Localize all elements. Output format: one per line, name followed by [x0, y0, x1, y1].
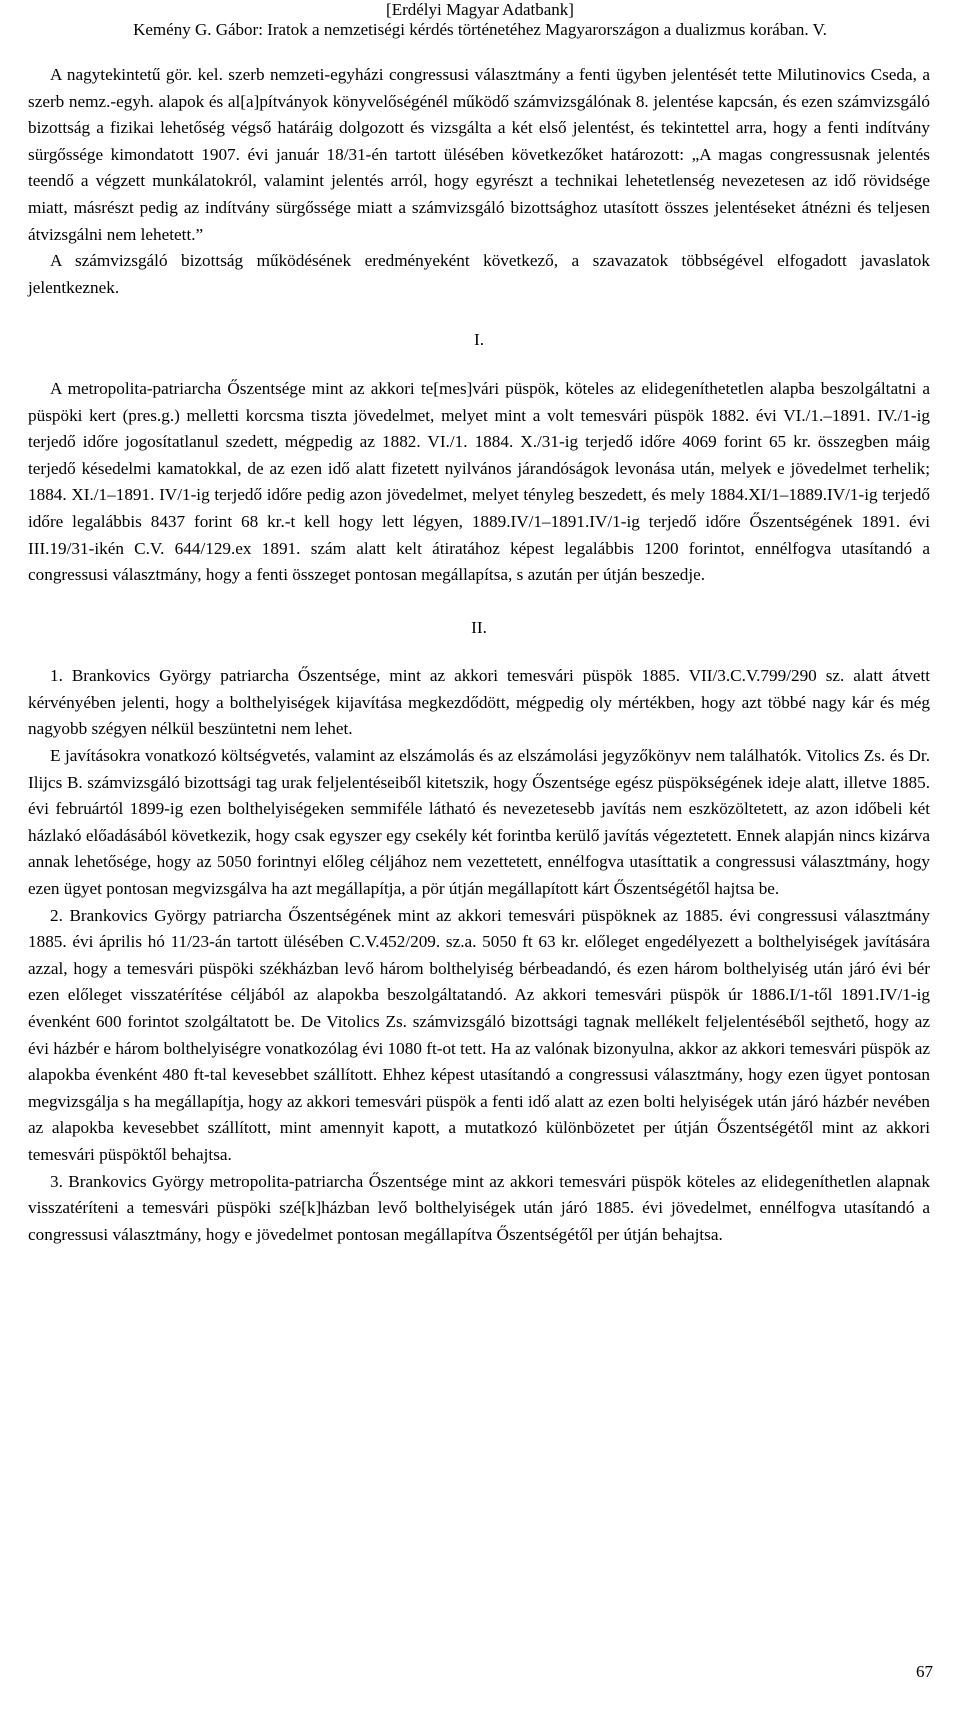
section2-paragraph-3: 2. Brankovics György patriarcha Őszentségének mint az akkori temesvári püspöknek az 1885. évi congressusi választmány 1885. évi április hó 11/23-án tartott ülésében C.V.452/209. sz.a. 5050 ft 63 kr. előleget engedélyezett a bolthelyiségek javítására azzal, hogy a temesvári püspöki székházban levő három bolthelyiség bérbeadandó, és ezen három bolthelyiség után járó évi bér ezen előleget visszatérítése céljából az alapokba beszolgáltatandó. Az akkori temesvári püspök úr 1886.I/1-től 1891.IV/1-ig évenként 600 forintot szolgáltatott be. De Vitolics Zs. számvizsgáló bizottsági tagnak mellékelt feljelentéséből sejthető, hogy az évi házbér e három bolthelyiségre vonatkozólag évi 1080 ft-ot tett. Ha az valónak bizonyulna, akkor az akkori temesvári püspök az alapokba évenként 480 ft-tal kevesebbet szállított. Ehhez képest utasítandó a congressusi választmány, hogy ezen ügyet pontosan megvizsgálja s ha megállapítja, hogy az akkori temesvári püspök a fenti idő alatt az ezen bolti helyiségek után járó házbér nevében az alapokba kevesebbet szállított, mint amennyit kapott, a mutatkozó különbözetet per útján Őszentségétől mint az akkori temesvári püspöktől behajtsa. [28, 905, 930, 1164]
page-header [0, 0, 960, 40]
header-book-title: Kemény G. Gábor: Iratok a nemzetiségi kérdés történetéhez Magyarországon a dualizmus korában. V. [133, 20, 827, 39]
section1-paragraph-1: A metropolita-patriarcha Őszentsége mint az akkori te[mes]vári püspök, köteles az elidegeníthetetlen alapba beszolgáltatni a püspöki kert (pres.g.) melletti korcsma tiszta jövedelmet, melyet mint a volt temesvári püspök 1882. évi VI./1.–1891. IV./1-ig terjedő időre jogosítatlanul szedett, mégpedig az 1882. VI./1. 1884. X./31-ig terjedő időre 4069 forint 65 kr. összegben máig terjedő késedelmi kamatokkal, de az ezen idő alatt fizetett nyilvános járandóságok levonása után, melyek e jövedelmet terhelik; 1884. XI./1–1891. IV/1-ig terjedő időre pedig azon jövedelmet, melyet tényleg beszedett, és mely 1884.XI/1–1889.IV/1-ig terjedő időre legalábbis 8437 forint 68 kr.-t kell hogy lett légyen, 1889.IV/1–1891.IV/1-ig terjedő időre Őszentségének 1891. évi III.19/31-ikén C.V. 644/129.ex 1891. szám alatt kelt átiratához képest legalábbis 1200 forintot, ennélfogva utasítandó a congressusi választmány, hogy a fenti összeget pontosan megállapítsa, s azután per útján beszedje. [28, 378, 930, 585]
document-body [28, 62, 930, 1248]
section2-paragraph-2: E javításokra vonatkozó költségvetés, valamint az elszámolás és az elszámolási jegyzőkönyv nem találhatók. Vitolics Zs. és Dr. Ilijcs B. számvizsgáló bizottsági tag urak feljelentéseiből kitetszik, hogy Őszentsége egész püspökségének ideje alatt, illetve 1885. évi februártól 1899-ig ezen bolthelyiségeken semmiféle látható és nevezetesebb javítás nem eszközöltetett, az azon időbeli két házlakó előadásából következik, hogy csak egyszer egy csekély két forintba kerülő javítás végeztetett. Ennek alapján nincs kizárva annak lehetősége, hogy az 5050 forintnyi előleg céljához nem vezettetett, ennélfogva utasíttatik a congressusi választmány, hogy ezen ügyet pontosan megvizsgálva ha azt megállapítja, a pör útján megállapított kárt Őszentségétől hajtsa be. [28, 746, 930, 899]
section2-paragraph-1: 1. Brankovics György patriarcha Őszentsége, mint az akkori temesvári püspök 1885. VII/3.C.V.799/290 sz. alatt átvett kérvényében jelenti, hogy a bolthelyiségek kijavítása megkezdődött, mégpedig oly mértékben, hogy azt többé nagy kár és még nagyobb szégyen nélkül beszüntetni nem lehet. [28, 666, 930, 739]
header-source: [Erdélyi Magyar Adatbank] [386, 0, 574, 19]
section-heading-2: II. [471, 617, 487, 637]
paragraph-intro-1: A nagytekintetű gör. kel. szerb nemzeti-egyházi congressusi választmány a fenti ügyben jelentését tette Milutinovics Cseda, a szerb nemz.-egyh. alapok és al[a]pítványok könyvelőségénél működő számvizsgálónak 8. jelentése kapcsán, és ezen számvizsgáló bizottság a fizikai lehetőség végső határáig dolgozott és vizsgálta a két első jelentést, és tekintettel arra, hogy a fenti indítvány sürgőssége kimondatott 1907. évi január 18/31-én tartott ülésében következőket határozott: „A magas congressusnak jelentés teendő a végzett munkálatokról, valamint jelentés arról, hogy egyrészt a technikai lehetetlenség nevezetesen az idő rövidsége miatt, másrészt pedig az indítvány sürgőssége miatt a számvizsgáló bizottsághoz utasított összes jelentéseket átnézni és teljesen átvizsgálni nem lehetett.” [28, 65, 930, 244]
section2-paragraph-4: 3. Brankovics György metropolita-patriarcha Őszentsége mint az akkori temesvári püspök köteles az elidegeníthetlen alapnak visszatéríteni a temesvári püspöki szé[k]házban levő bolthelyiségek után járó 1885. évi jövedelmet, ennélfogva utasítandó a congressusi választmány, hogy e jövedelmet pontosan megállapítva Őszentségétől per útján behajtsa. [28, 1171, 930, 1244]
paragraph-intro-2: A számvizsgáló bizottság működésének eredményeként következő, a szavazatok többségével elfogadott javaslatok jelentkeznek. [28, 251, 930, 297]
section-heading-1: I. [473, 330, 485, 350]
page-number: 67 [916, 1662, 933, 1681]
